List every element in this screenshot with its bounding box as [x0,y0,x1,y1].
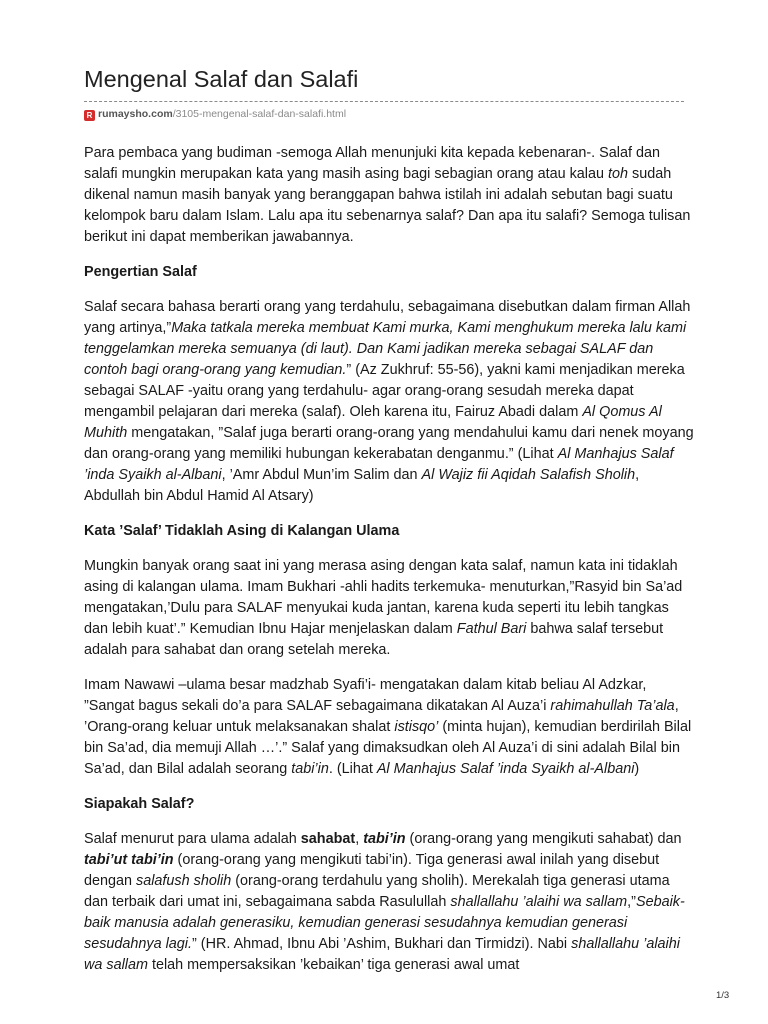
section-heading-siapakah-salaf: Siapakah Salaf? [84,796,195,812]
paragraph-intro: Para pembaca yang budiman -semoga Allah menunjuki kita kepada kebenaran-. Salaf dan salafi mungkin merupakan kata yang masih asing bagi sebagian orang atau kalau toh sudah dikenal namun masih banyak yang beranggapan bahwa istilah ini adalah sebutan bagi suatu kelompok baru dalam Islam. Lalu apa itu sebenarnya salaf? Dan apa itu salafi? Semoga tulisan berikut ini dapat memberikan jawabannya. [84,145,691,245]
paragraph-nawawi: Imam Nawawi –ulama besar madzhab Syafi’i- mengatakan dalam kitab beliau Al Adzkar, ”Sangat bagus sekali do’a para SALAF sebagaimana dikatakan Al Auza’i rahimahullah Ta’ala, ’Orang-orang keluar untuk melaksanakan shalat istisqo’ (minta hujan), kemudian berdirilah Bilal bin Sa’ad, dia memuji Allah …’.” Salaf yang dimaksudkan oleh Al Auza’i di sini adalah Bilal bin Sa’ad, dan Bilal adalah seorang tabi’in. (Lihat Al Manhajus Salaf ’inda Syaikh al-Albani) [84,677,692,777]
section-heading-pengertian-salaf: Pengertian Salaf [84,264,197,280]
article-title: Mengenal Salaf dan Salafi [84,66,359,92]
paragraph-bukhari: Mungkin banyak orang saat ini yang merasa asing dengan kata salaf, namun kata ini tidaklah asing di kalangan ulama. Imam Bukhari -ahli hadits terkemuka- menuturkan,”Rasyid bin Sa’ad mengatakan,’Dulu para SALAF menyukai kuda jantan, karena kuda seperti itu lebih tangkas dan lebih kuat’.” Kemudian Ibnu Hajar menjelaskan dalam Fathul Bari bahwa salaf tersebut adalah para sahabat dan orang setelah mereka. [84,558,683,658]
source-path[interactable]: /3105-mengenal-salaf-dan-salafi.html [172,108,347,120]
source-domain[interactable]: rumaysho.com [98,108,173,120]
section-heading-kata-salaf: Kata ’Salaf’ Tidaklah Asing di Kalangan Ulama [84,523,400,539]
article-body [84,143,694,990]
rumaysho-logo-icon: R [84,110,95,121]
title-divider [84,101,684,102]
paragraph-pengertian: Salaf secara bahasa berarti orang yang terdahulu, sebagaimana disebutkan dalam firman Allah yang artinya,”Maka tatkala mereka membuat Kami murka, Kami menghukum mereka lalu kami tenggelamkan mereka semuanya (di laut). Dan Kami jadikan mereka sebagai SALAF dan contoh bagi orang-orang yang kemudian.” (Az Zukhruf: 55-56), yakni kami menjadikan mereka sebagai SALAF -yaitu orang yang terdahulu- agar orang-orang sesudah mereka dapat mengambil pelajaran dari mereka (salaf). Oleh karena itu, Fairuz Abadi dalam Al Qomus Al Muhith mengatakan, ”Salaf juga berarti orang-orang yang mendahului kamu dari nenek moyang dan orang-orang yang memiliki hubungan kekerabatan denganmu.” (Lihat Al Manhajus Salaf ’inda Syaikh al-Albani, ’Amr Abdul Mun’im Salim dan Al Wajiz fii Aqidah Salafish Sholih, Abdullah bin Abdul Hamid Al Atsary) [84,299,694,504]
page-number: 1/3 [716,990,730,1001]
paragraph-siapakah: Salaf menurut para ulama adalah sahabat, tabi’in (orang-orang yang mengikuti sahabat) dan tabi’ut tabi’in (orang-orang yang mengikuti tabi’in). Tiga generasi awal inilah yang disebut dengan salafush sholih (orang-orang terdahulu yang sholih). Merekalah tiga generasi utama dan terbaik dari umat ini, sebagaimana sabda Rasulullah shallallahu ’alaihi wa sallam,”Sebaik-baik manusia adalah generasiku, kemudian generasi sesudahnya kemudian generasi sesudahnya lagi.” (HR. Ahmad, Ibnu Abi ’Ashim, Bukhari dan Tirmidzi). Nabi shallallahu ’alaihi wa sallam telah mempersaksikan ’kebaikan’ tiga generasi awal umat [84,831,685,973]
source-url[interactable] [84,108,346,121]
